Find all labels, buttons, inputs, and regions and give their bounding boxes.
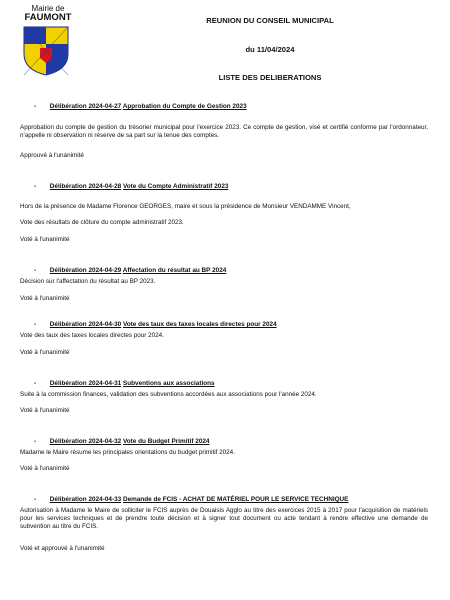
deliberation-title xyxy=(34,183,434,190)
page-title: REUNION DU CONSEIL MUNICIPAL xyxy=(206,16,334,25)
deliberation-title xyxy=(34,438,434,445)
bullet: - xyxy=(34,321,37,328)
deliberation-vote: Voté et approuvé à l'unanimité xyxy=(20,545,105,552)
deliberation-ref: Délibération 2024-04-28 xyxy=(49,183,122,190)
deliberation-body: Vote des taux des taxes locales directes pour 2024. xyxy=(20,332,164,339)
deliberation-title xyxy=(34,380,434,387)
deliberation-body-2: Vote des résultats de clôture du compte administratif 2023. xyxy=(20,219,184,226)
deliberation-body: Décision sur l'affectation du résultat au BP 2023. xyxy=(20,278,156,285)
deliberation-subject: Approbation du Compte de Gestion 2023 xyxy=(122,103,247,110)
deliberation-title xyxy=(34,103,434,110)
bullet: - xyxy=(34,103,37,110)
deliberation-subject: Vote des taux des taxes locales directes pour 2024 xyxy=(122,321,277,328)
mairie-line2: FAUMONT xyxy=(24,12,72,23)
deliberation-vote: Voté à l'unanimité xyxy=(20,349,70,356)
deliberation-ref: Délibération 2024-04-30 xyxy=(49,321,122,328)
deliberation-vote: Voté à l'unanimité xyxy=(20,295,70,302)
deliberation-vote: Voté à l'unanimité xyxy=(20,236,70,243)
bullet: - xyxy=(34,380,37,387)
deliberation-body: Approbation du compte de gestion du trésorier municipal pour l'exercice 2023. Ce compte de gestion, visé et certifié conforme par l'ordonnateur, n'appelle ni observation ni réserve de sa part sur la tenue des comptes. xyxy=(20,124,428,140)
bullet: - xyxy=(34,438,37,445)
deliberation-subject: Vote du Compte Administratif 2023 xyxy=(122,183,229,190)
deliberation-subject: Vote du Budget Primitif 2024 xyxy=(122,438,210,445)
bullet: - xyxy=(34,267,37,274)
mairie-line1: Mairie de xyxy=(31,4,65,13)
deliberation-body: Hors de la présence de Madame Florence GEORGES, maire et sous la présidence de Monsieur VENDAMME Vincent, xyxy=(20,203,351,210)
deliberation-ref: Délibération 2024-04-32 xyxy=(49,438,122,445)
bullet: - xyxy=(34,496,37,503)
deliberation-body: Suite à la commission finances, validation des subventions accordées aux associations pour l'année 2024. xyxy=(20,391,317,398)
deliberation-title xyxy=(34,496,434,503)
deliberation-title xyxy=(34,267,434,274)
meeting-date: du 11/04/2024 xyxy=(245,45,295,54)
deliberation-ref: Délibération 2024-04-33 xyxy=(49,496,122,503)
mairie-label xyxy=(22,4,74,22)
deliberation-ref: Délibération 2024-04-27 xyxy=(49,103,122,110)
deliberation-vote: Voté à l'unanimité xyxy=(20,407,70,414)
deliberation-ref: Délibération 2024-04-29 xyxy=(49,267,122,274)
page-subtitle: LISTE DES DELIBERATIONS xyxy=(218,73,322,82)
deliberation-title xyxy=(34,321,434,328)
deliberation-vote: Approuvé à l'unanimité xyxy=(20,152,84,159)
deliberation-ref: Délibération 2024-04-31 xyxy=(49,380,122,387)
coat-of-arms-logo xyxy=(23,26,69,76)
deliberation-vote: Voté à l'unanimité xyxy=(20,465,70,472)
bullet: - xyxy=(34,183,37,190)
deliberation-body: Autorisation à Madame le Maire de solliciter le FCIS auprès de Douaisis Agglo au titre des exercices 2015 à 2017 pour l'acquisition de matériels pour les services techniques et de prendre toute décision et à signer tout document ou acte tendant à rendre effective une demande de subvention au titre du FCIS. xyxy=(20,507,428,531)
deliberation-body: Madame le Maire résume les principales orientations du budget primitif 2024. xyxy=(20,449,235,456)
deliberation-subject: Demande de FCIS - ACHAT DE MATÉRIEL POUR LE SERVICE TECHNIQUE xyxy=(122,496,349,503)
deliberation-subject: Subventions aux associations xyxy=(122,380,215,387)
deliberation-subject: Affectation du résultat au BP 2024 xyxy=(122,267,227,274)
